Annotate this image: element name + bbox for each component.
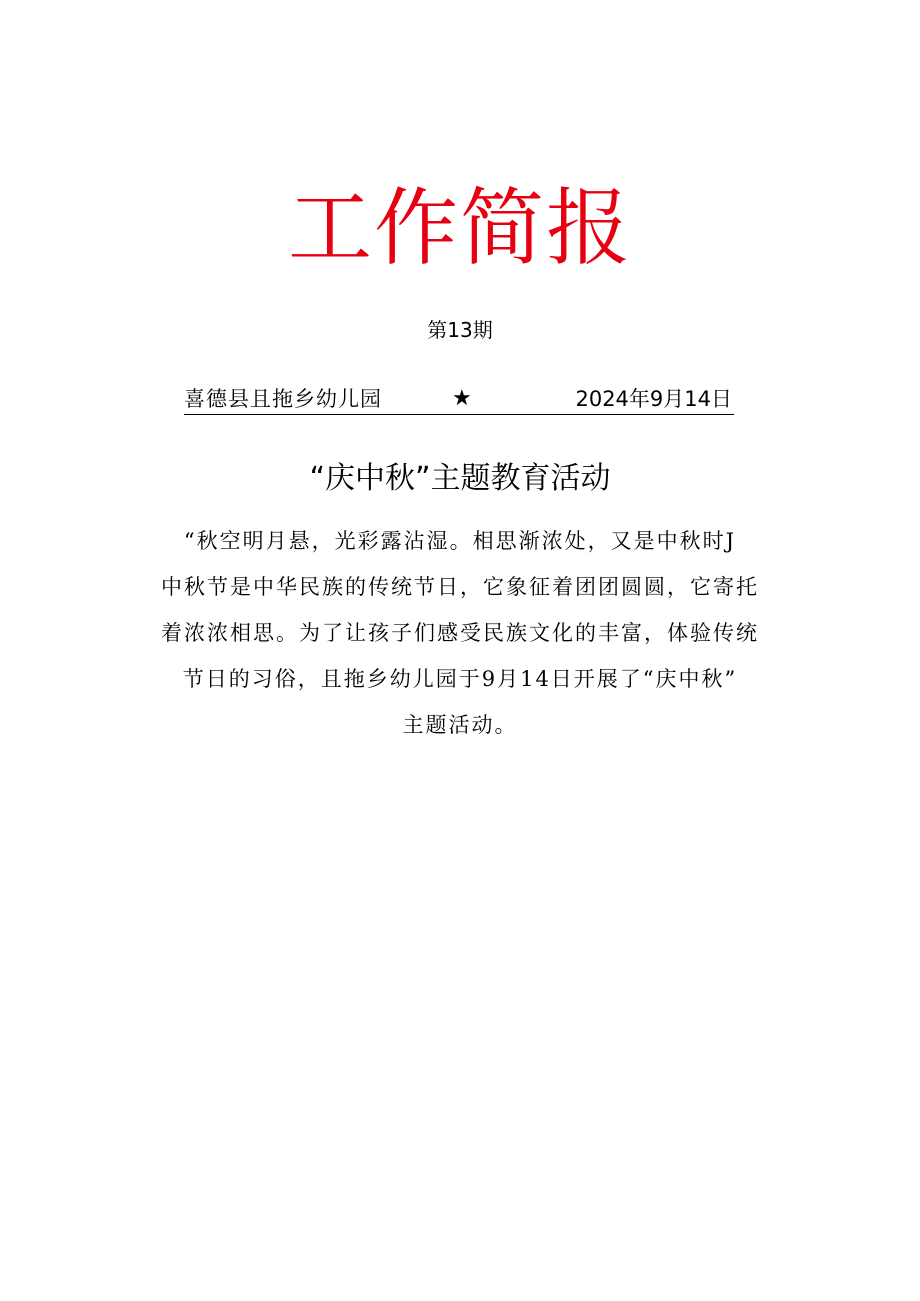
star-icon: ★ [452, 386, 472, 411]
publish-date: 2024年9月14日 [575, 387, 732, 411]
article-line: 节日的习俗，且拖乡幼儿园于9月14日开展了“庆中秋” [182, 667, 738, 691]
publisher-info-line [184, 384, 734, 415]
organization-name: 喜德县且拖乡幼儿园 [184, 387, 382, 411]
issue-number: 第13期 [427, 318, 493, 342]
article-body [150, 518, 770, 748]
article-line: 主题活动。 [402, 713, 518, 737]
article-line: “秋空明月悬，光彩露沾湿。相思渐浓处，又是中秋时J [183, 529, 737, 553]
article-headline: “庆中秋”主题教育活动 [309, 461, 611, 496]
article-line: 中秋节是中华民族的传统节日，它象征着团团圆圆，它寄托 [161, 575, 759, 599]
masthead-title: 工作简报 [287, 179, 632, 277]
article-line: 着浓浓相思。为了让孩子们感受民族文化的丰富，体验传统 [161, 621, 759, 645]
